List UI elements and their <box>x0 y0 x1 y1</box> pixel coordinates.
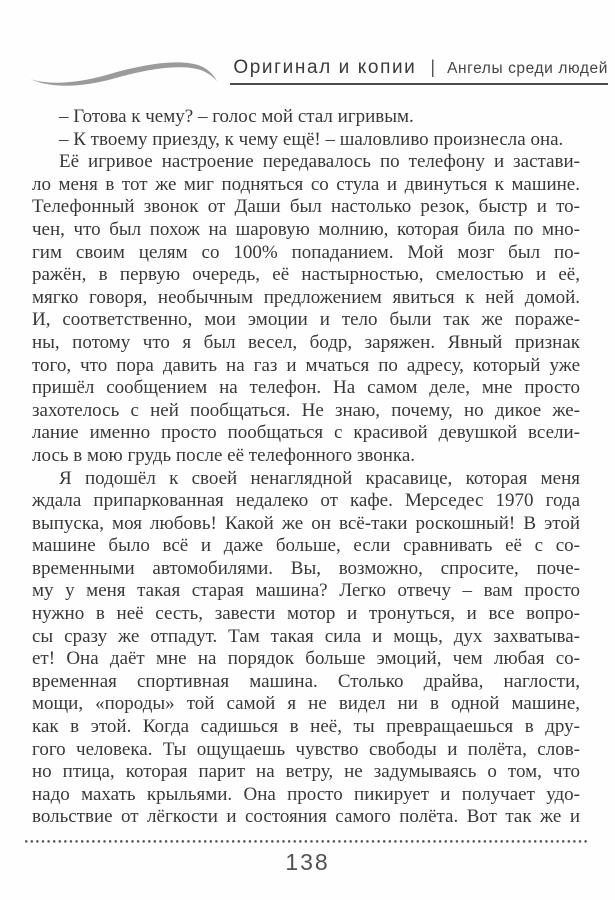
text-line: выпуска, моя любовь! Какой же он всё-таки роскошный! В этой <box>32 512 580 534</box>
text-line: Её игривое настроение передавалось по телефону и застави- <box>59 151 580 173</box>
text-line: ждала припаркованная недалеко от кафе. Мерседес 1970 года <box>32 490 580 512</box>
text-line: надо махать крыльями. Она просто пикирует и получает удо- <box>32 783 580 805</box>
text-line: временная спортивная машина. Столько драйва, наглости, <box>32 670 580 692</box>
page-header <box>0 0 615 100</box>
text-line: гого человека. Ты ощущаешь чувство свободы и полёта, слов- <box>32 738 580 760</box>
text-line: Я подошёл к своей ненаглядной красавице, которая меня <box>59 467 580 489</box>
text-line: лось в мою грудь после её телефонного звонка. <box>32 444 416 466</box>
book-title: Оригинал и копии <box>233 57 417 78</box>
chapter-title: Ангелы среди людей <box>447 60 608 77</box>
text-line: захотелось с ней пообщаться. Не знаю, почему, но дикое же- <box>32 399 580 421</box>
text-line: того, что пора давить на газ и мчаться по адресу, который уже <box>32 354 580 376</box>
text-line: ны, потому что я был весел, бодр, заряжен. Явный признак <box>32 331 580 353</box>
text-line: ло меня в тот же миг подняться со стула и двинуться к машине. <box>32 173 580 195</box>
page-number: 138 <box>285 849 330 875</box>
header-rule <box>230 83 608 85</box>
footer-dotted-rule <box>25 840 588 843</box>
text-line: пришёл сообщением на телефон. На самом деле, мне просто <box>32 377 580 399</box>
header-separator: | <box>430 57 436 77</box>
text-line: – К твоему приезду, к чему ещё! – шаловливо произнесла она. <box>59 128 564 150</box>
text-line: сы сразу же отпадут. Там такая сила и мощь, дух захватыва- <box>32 625 580 647</box>
text-line: лание именно просто пообщаться с красивой девушкой всели- <box>32 422 580 444</box>
text-line: Телефонный звонок от Даши был настолько резок, быстр и то- <box>32 196 580 218</box>
text-line: чен, что был похож на шаровую молнию, которая била по мно- <box>32 218 580 240</box>
text-line: временными автомобилями. Вы, возможно, спросите, поче- <box>32 557 580 579</box>
text-line: – Готова к чему? – голос мой стал игривым. <box>59 106 414 127</box>
text-line: но птица, которая парит на ветру, не задумываясь о том, что <box>32 761 580 783</box>
text-line: И, соответственно, мои эмоции и тело были так же пораже- <box>32 309 580 331</box>
text-line: му у меня такая старая машина? Легко отвечу – вам просто <box>32 580 580 602</box>
body-text <box>32 106 580 829</box>
text-line: как в этой. Когда садишься в неё, ты превращаешься в дру- <box>32 716 580 738</box>
text-line: мягко говоря, необычным предложением явиться к ней домой. <box>32 286 580 308</box>
text-line: ет! Она даёт мне на порядок больше эмоций, чем любая со- <box>32 648 580 670</box>
text-line: машине было всё и даже больше, если сравнивать её с со- <box>32 535 580 557</box>
text-line: мощи, «породы» той самой я не видел ни в одной машине, <box>32 693 580 715</box>
text-line: вольствие от лёгкости и состояния самого полёта. Вот так же и <box>32 806 580 828</box>
running-head <box>230 57 608 79</box>
text-line: нужно в неё сесть, завести мотор и тронуться, и все вопро- <box>32 603 580 625</box>
swoosh-ornament <box>28 57 218 87</box>
text-line: ражён, в первую очередь, её настырностью, смелостью и её, <box>32 264 580 286</box>
text-line: гим своим целям со 100% попаданием. Мой мозг был по- <box>32 241 580 263</box>
